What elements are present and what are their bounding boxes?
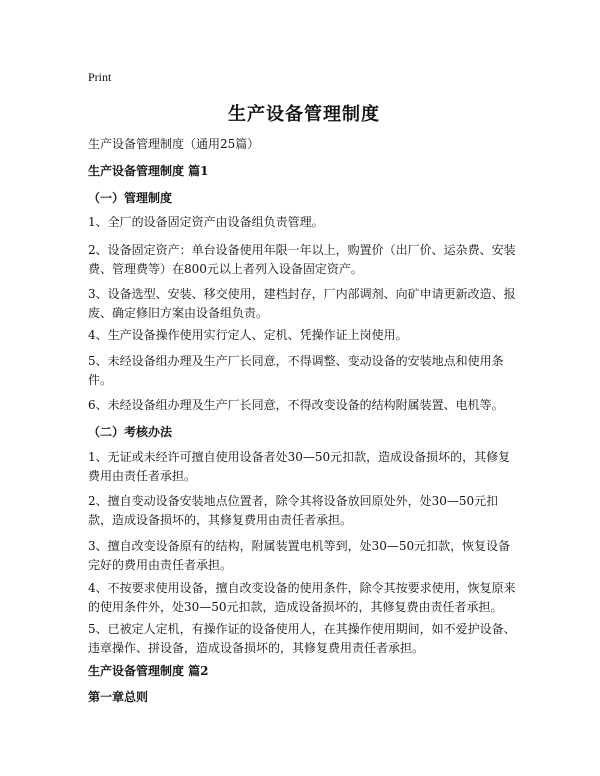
print-link[interactable]: Print xyxy=(88,70,112,84)
paragraph-assessment-1: 1、无证或未经许可擅自使用设备者处30—50元扣款，造成设备损坏的，其修复费用由责任者承担。 xyxy=(88,450,511,483)
paragraph-assessment-3: 3、擅自改变设备原有的结构，附属装置电机等到，处30—50元扣款，恢复设备完好的费用由责任者承担。 xyxy=(88,539,511,572)
paragraph-assessment-5: 5、已被定人定机，有操作证的设备使用人，在其操作使用期间，如不爱护设备、违章操作、拼设备，造成设备损坏的，其修复费用责任者承担。 xyxy=(88,622,516,655)
document-subtitle: 生产设备管理制度（通用25篇） xyxy=(88,137,260,151)
paragraph-rule-1: 1、全厂的设备固定资产由设备组负责管理。 xyxy=(88,215,324,229)
paragraph-assessment-4: 4、不按要求使用设备，擅自改变设备的使用条件，除令其按要求使用，恢复原来的使用条件外，处30—50元扣款，造成设备损坏的，其修复费由责任者承担。 xyxy=(88,581,516,614)
document-title: 生产设备管理制度 xyxy=(228,104,380,125)
paragraph-rule-5: 5、未经设备组办理及生产厂长同意，不得调整、变动设备的安装地点和使用条件。 xyxy=(88,354,504,387)
paragraph-rule-4: 4、生产设备操作使用实行定人、定机、凭操作证上岗使用。 xyxy=(88,328,408,342)
paragraph-rule-2: 2、设备固定资产：单台设备使用年限一年以上，购置价（出厂价、运杂费、安装费、管理费等）在800元以上者列入设备固定资产。 xyxy=(88,243,516,276)
paragraph-rule-3: 3、设备选型、安装、移交使用，建档封存，厂内部调剂、向矿申请更新改造、报废、确定修旧方案由设备组负责。 xyxy=(88,287,516,320)
section-heading-1: 生产设备管理制度 篇1 xyxy=(88,164,209,178)
chapter-heading-1: 第一章总则 xyxy=(88,690,149,704)
subheading-management-rules: （一）管理制度 xyxy=(88,191,173,205)
paragraph-rule-6: 6、未经设备组办理及生产厂长同意，不得改变设备的结构附属装置、电机等。 xyxy=(88,398,504,412)
subheading-assessment: （二）考核办法 xyxy=(88,425,173,439)
paragraph-assessment-2: 2、擅自变动设备安装地点位置者，除令其将设备放回原处外，处30—50元扣款，造成设备损坏的，其修复费用由责任者承担。 xyxy=(88,494,499,527)
section-heading-2: 生产设备管理制度 篇2 xyxy=(88,664,209,678)
